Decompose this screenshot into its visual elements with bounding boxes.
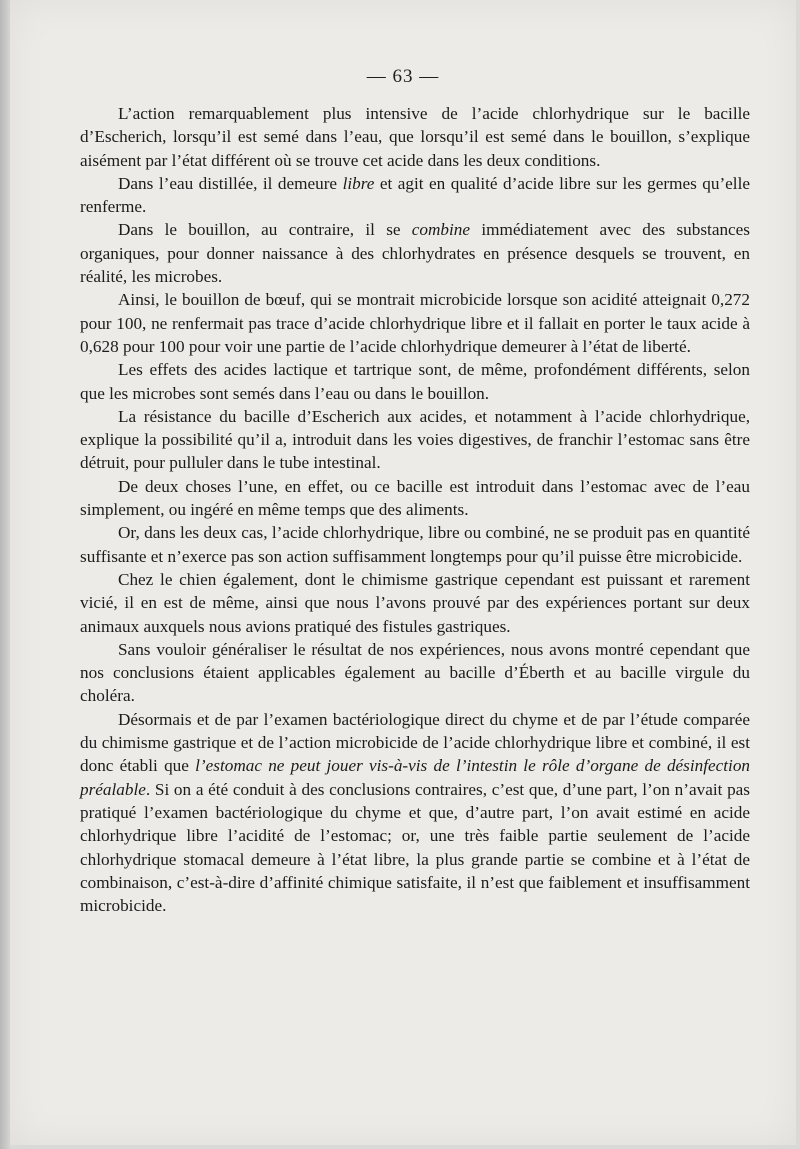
paragraph-6: La résistance du bacille d’Escherich aux acides, et notamment à l’acide chlorhydrique, explique la possibilité qu’il a, introduit dans les voies digestives, de franchir l’estomac sans être détruit, pour pulluler dans le tube intestinal.	[80, 406, 750, 473]
paragraph-3: Dans le bouillon, au contraire, il se combine immédiatement avec des substances organiques, pour donner naissance à des chlorhydrates en présence desquels se trouvent, en réalité, les microbes.	[80, 220, 750, 287]
page-number: — 63 —	[366, 66, 440, 87]
paragraph-1: L’action remarquablement plus intensive de l’acide chlorhydrique sur le bacille d’Escherich, lorsqu’il est semé dans l’eau, que lorsqu’il est semé dans le bouillon, s’explique aisément par l’état différent où se trouve cet acide dans les deux conditions.	[80, 104, 750, 170]
page-edge	[0, 0, 10, 1149]
paragraph-9: Chez le chien également, dont le chimisme gastrique cependant est puissant et rarement vicié, il en est de même, ainsi que nous l’avons prouvé par des expériences portant sur deux animaux auxquels nous avions pratiqué des fistules gastriques.	[80, 569, 750, 636]
paragraph-10: Sans vouloir généraliser le résultat de nos expériences, nous avons montré cependant que nos conclusions étaient applicables également au bacille d’Éberth et au bacille virgule du choléra.	[80, 639, 750, 706]
body-text	[80, 102, 750, 917]
paragraph-2: Dans l’eau distillée, il demeure libre et agit en qualité d’acide libre sur les germes qu’elle renferme.	[80, 173, 750, 217]
paragraph-8: Or, dans les deux cas, l’acide chlorhydrique, libre ou combiné, ne se produit pas en quantité suffisante et n’exerce pas son action suffisamment longtemps pour qu’il puisse être microbicide.	[80, 523, 750, 566]
paragraph-5: Les effets des acides lactique et tartrique sont, de même, profondément différents, selon que les microbes sont semés dans l’eau ou dans le bouillon.	[80, 360, 750, 403]
paragraph-11: Désormais et de par l’examen bactériologique direct du chyme et de par l’étude comparée du chimisme gastrique et de l’action microbicide de l’acide chlorhydrique libre et combiné, il est donc établi que l’estomac ne peut jouer vis-à-vis de l’intestin le rôle d’organe de désinfection préalable. Si on a été conduit à des conclusions contraires, c’est que, d’une part, l’on n’avait pas pratiqué l’examen bactériologique du chyme et que, d’autre part, l’on avait estimé en acide chlorhydrique libre l’acidité de l’estomac; or, une très faible partie seulement de l’acide chlorhydrique stomacal demeure à l’état libre, la plus grande partie se combine et à l’état de combinaison, c’est-à-dire d’affinité chimique satisfaite, il n’est que faiblement et insuffisamment microbicide.	[80, 709, 751, 916]
paragraph-7: De deux choses l’une, en effet, ou ce bacille est introduit dans l’estomac avec de l’eau simplement, ou ingéré en même temps que des aliments.	[80, 476, 750, 520]
document-page	[10, 0, 796, 1145]
paragraph-4: Ainsi, le bouillon de bœuf, qui se montrait microbicide lorsque son acidité atteignait 0,272 pour 100, ne renfermait pas trace d’acide chlorhydrique libre et il fallait en porter le taux acide à 0,628 pour 100 pour voir une partie de l’acide chlorhydrique demeurer à l’état de liberté.	[80, 290, 750, 356]
